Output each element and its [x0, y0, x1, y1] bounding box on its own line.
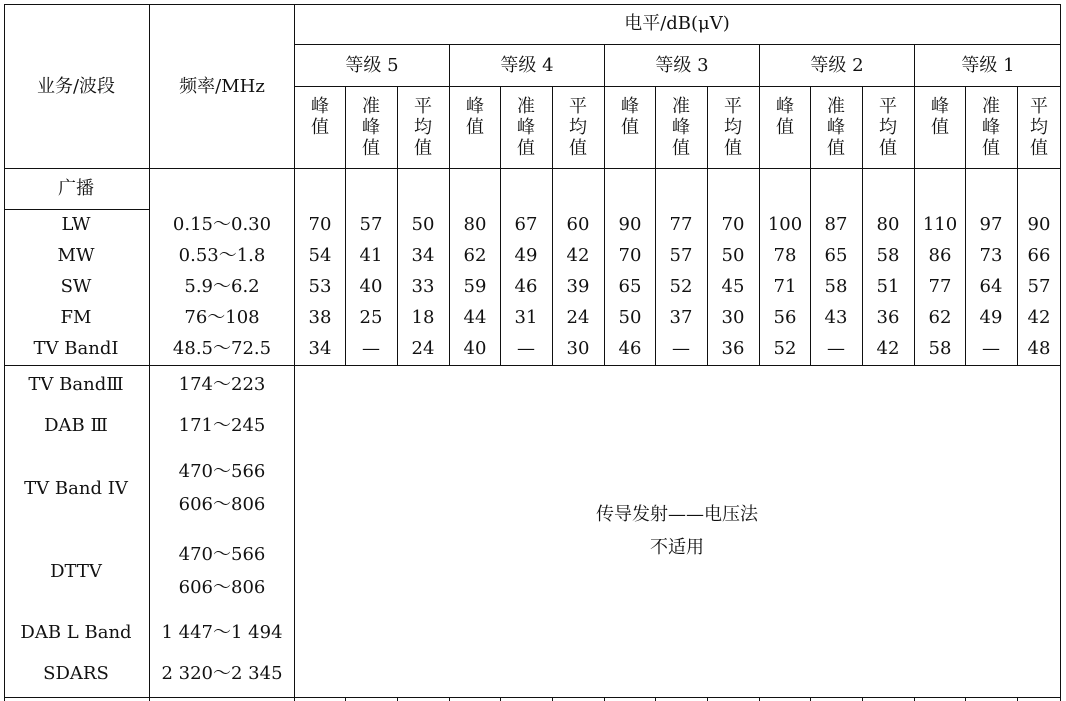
table-cell: 44	[463, 307, 487, 328]
row-band-label: MW	[57, 245, 95, 266]
table-cell: 24	[566, 307, 590, 328]
table-cell: 43	[824, 307, 848, 328]
table-cell: 90	[1027, 214, 1051, 235]
table-cell: 65	[824, 245, 848, 266]
header-frequency: 频率/MHz	[179, 76, 265, 97]
sub-header-quasi-peak: 准峰值	[517, 96, 535, 159]
table-cell: 87	[824, 214, 848, 235]
table-cell: 49	[514, 245, 538, 266]
grade-5-header: 等级 5	[345, 55, 399, 76]
table-cell: 42	[566, 245, 590, 266]
emission-limits-table	[4, 4, 1061, 701]
table-cell: —	[827, 338, 845, 359]
table-cell: 42	[876, 338, 900, 359]
lower-frequency: 1 447～1 494	[161, 622, 283, 643]
row-frequency: 0.53～1.8	[178, 245, 266, 266]
table-cell: 59	[463, 276, 487, 297]
grade-1-header: 等级 1	[961, 55, 1015, 76]
table-cell: 30	[566, 338, 590, 359]
table-cell: 60	[566, 214, 590, 235]
table-cell: 40	[359, 276, 383, 297]
lower-frequency: 606～806	[178, 577, 266, 598]
lower-band-label: TV BandⅢ	[28, 374, 124, 395]
table-cell: 86	[928, 245, 952, 266]
table-cell: 97	[979, 214, 1003, 235]
lower-band-label: DAB L Band	[20, 622, 132, 643]
sub-header-average: 平均值	[724, 96, 742, 159]
table-cell: 70	[721, 214, 745, 235]
table-cell: 77	[669, 214, 693, 235]
table-cell: 46	[514, 276, 538, 297]
row-band-label: TV BandⅠ	[33, 338, 119, 359]
table-cell: 18	[411, 307, 435, 328]
table-cell: 65	[618, 276, 642, 297]
table-cell: 37	[669, 307, 693, 328]
lower-frequency: 174～223	[178, 374, 266, 395]
lower-band-label: TV Band IV	[24, 478, 128, 499]
table-cell: 80	[463, 214, 487, 235]
table-cell: 36	[721, 338, 745, 359]
row-band-label: FM	[60, 307, 92, 328]
table-cell: 34	[308, 338, 332, 359]
sub-header-average: 平均值	[414, 96, 432, 159]
table-cell: 90	[618, 214, 642, 235]
table-cell: 38	[308, 307, 332, 328]
not-applicable-note-line1: 传导发射——电压法	[596, 504, 758, 525]
table-cell: 57	[669, 245, 693, 266]
table-cell: 71	[773, 276, 797, 297]
table-cell: —	[517, 338, 535, 359]
grade-3-header: 等级 3	[655, 55, 709, 76]
table-cell: 25	[359, 307, 383, 328]
sub-header-average: 平均值	[569, 96, 587, 159]
header-service-band: 业务/波段	[36, 76, 116, 97]
lower-frequency: 2 320～2 345	[161, 663, 283, 684]
sub-header-peak: 峰值	[621, 96, 639, 138]
table-cell: 51	[876, 276, 900, 297]
table-cell: 42	[1027, 307, 1051, 328]
row-band-label: LW	[61, 214, 91, 235]
table-cell: 67	[514, 214, 538, 235]
sub-header-peak: 峰值	[466, 96, 484, 138]
table-cell: 50	[618, 307, 642, 328]
table-cell: 57	[1027, 276, 1051, 297]
table-cell: 40	[463, 338, 487, 359]
table-cell: 56	[773, 307, 797, 328]
table-cell: 57	[359, 214, 383, 235]
grade-2-header: 等级 2	[810, 55, 864, 76]
table-cell: 49	[979, 307, 1003, 328]
sub-header-quasi-peak: 准峰值	[362, 96, 380, 159]
table-cell: 54	[308, 245, 332, 266]
table-cell: 41	[359, 245, 383, 266]
row-frequency: 5.9～6.2	[184, 276, 260, 297]
table-cell: 110	[922, 214, 958, 235]
sub-header-quasi-peak: 准峰值	[982, 96, 1000, 159]
table-cell: 48	[1027, 338, 1051, 359]
table-cell: 52	[669, 276, 693, 297]
table-cell: 70	[618, 245, 642, 266]
table-cell: 77	[928, 276, 952, 297]
table-cell: 24	[411, 338, 435, 359]
sub-header-average: 平均值	[1030, 96, 1048, 159]
table-cell: 39	[566, 276, 590, 297]
table-cell: 46	[618, 338, 642, 359]
lower-band-label: SDARS	[43, 663, 109, 684]
broadcast-label: 广播	[58, 178, 94, 199]
table-cell: 30	[721, 307, 745, 328]
table-cell: 45	[721, 276, 745, 297]
table-cell: 62	[463, 245, 487, 266]
sub-header-average: 平均值	[879, 96, 897, 159]
header-level-title: 电平/dB(μV)	[624, 13, 730, 34]
table-cell: 58	[824, 276, 848, 297]
table-cell: —	[982, 338, 1000, 359]
table-cell: 52	[773, 338, 797, 359]
table-cell: 58	[928, 338, 952, 359]
sub-header-peak: 峰值	[311, 96, 329, 138]
sub-header-quasi-peak: 准峰值	[672, 96, 690, 159]
table-cell: 50	[411, 214, 435, 235]
table-cell: 31	[514, 307, 538, 328]
table-cell: 34	[411, 245, 435, 266]
table-cell: 80	[876, 214, 900, 235]
row-frequency: 0.15～0.30	[172, 214, 272, 235]
sub-header-peak: 峰值	[776, 96, 794, 138]
table-cell: 78	[773, 245, 797, 266]
table-cell: —	[362, 338, 380, 359]
table-cell: 62	[928, 307, 952, 328]
table-cell: 70	[308, 214, 332, 235]
lower-band-label: DAB Ⅲ	[44, 415, 108, 436]
grade-4-header: 等级 4	[500, 55, 554, 76]
lower-frequency: 171～245	[178, 415, 266, 436]
lower-frequency: 606～806	[178, 494, 266, 515]
sub-header-quasi-peak: 准峰值	[827, 96, 845, 159]
table-cell: 36	[876, 307, 900, 328]
lower-band-label: DTTV	[50, 561, 102, 582]
not-applicable-note-line2: 不适用	[650, 537, 704, 558]
table-cell: 73	[979, 245, 1003, 266]
table-cell: 66	[1027, 245, 1051, 266]
lower-frequency: 470～566	[178, 461, 266, 482]
row-band-label: SW	[60, 276, 92, 297]
lower-frequency: 470～566	[178, 544, 266, 565]
table-cell: 53	[308, 276, 332, 297]
table-cell: 58	[876, 245, 900, 266]
sub-header-peak: 峰值	[931, 96, 949, 138]
table-cell: 50	[721, 245, 745, 266]
table-cell: 64	[979, 276, 1003, 297]
table-cell: 33	[411, 276, 435, 297]
row-frequency: 48.5～72.5	[172, 338, 272, 359]
table-cell: 100	[767, 214, 803, 235]
row-frequency: 76～108	[184, 307, 260, 328]
table-cell: —	[672, 338, 690, 359]
